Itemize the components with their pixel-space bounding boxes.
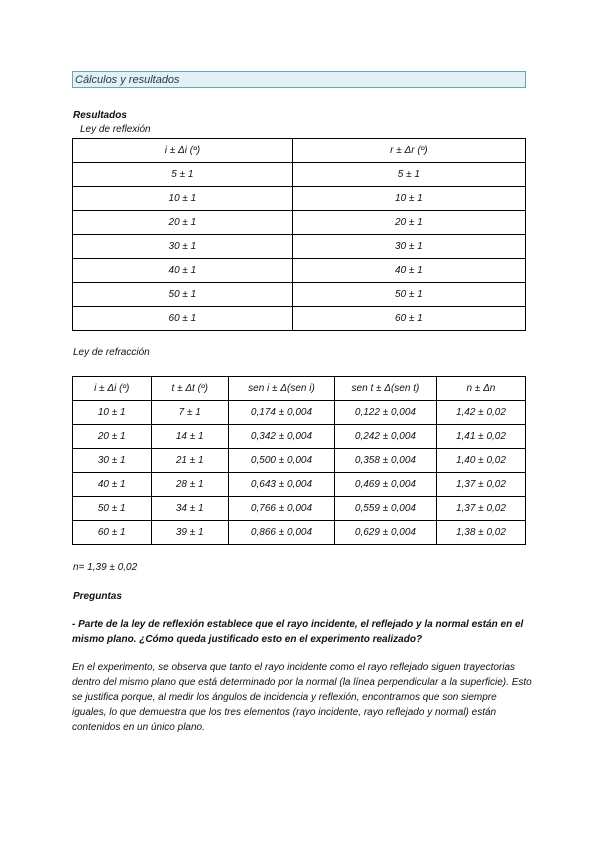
refraccion-caption: Ley de refracción	[73, 347, 150, 358]
resultados-heading: Resultados	[73, 110, 127, 121]
table-cell: 5 ± 1	[73, 163, 293, 187]
header-cell: sen t ± Δ(sen t)	[335, 377, 437, 401]
table-cell: 40 ± 1	[73, 473, 152, 497]
table-cell: 1,42 ± 0,02	[436, 401, 525, 425]
table-cell: 1,38 ± 0,02	[436, 521, 525, 545]
table-header-row	[73, 139, 526, 163]
table-header-row	[73, 377, 526, 401]
table-cell: 0,643 ± 0,004	[228, 473, 334, 497]
table-cell: 30 ± 1	[73, 449, 152, 473]
table-cell: 0,174 ± 0,004	[228, 401, 334, 425]
table-cell: 28 ± 1	[151, 473, 228, 497]
header-cell: t ± Δt (º)	[151, 377, 228, 401]
table-row	[73, 307, 526, 331]
table-cell: 0,122 ± 0,004	[335, 401, 437, 425]
header-cell: r ± Δr (º)	[292, 139, 525, 163]
table-cell: 1,37 ± 0,02	[436, 473, 525, 497]
table-cell: 34 ± 1	[151, 497, 228, 521]
table-cell: 40 ± 1	[292, 259, 525, 283]
table-cell: 10 ± 1	[292, 187, 525, 211]
table-cell: 5 ± 1	[292, 163, 525, 187]
refraccion-table	[72, 376, 526, 545]
header-cell: sen i ± Δ(sen i)	[228, 377, 334, 401]
table-cell: 30 ± 1	[73, 235, 293, 259]
table-cell: 14 ± 1	[151, 425, 228, 449]
table-cell: 0,500 ± 0,004	[228, 449, 334, 473]
header-cell: n ± Δn	[436, 377, 525, 401]
table-cell: 10 ± 1	[73, 401, 152, 425]
table-cell: 20 ± 1	[73, 425, 152, 449]
table-cell: 0,766 ± 0,004	[228, 497, 334, 521]
table-cell: 50 ± 1	[73, 283, 293, 307]
table-cell: 1,40 ± 0,02	[436, 449, 525, 473]
table-row	[73, 521, 526, 545]
table-row	[73, 425, 526, 449]
table-cell: 7 ± 1	[151, 401, 228, 425]
table-cell: 20 ± 1	[292, 211, 525, 235]
table-cell: 60 ± 1	[73, 521, 152, 545]
preguntas-heading: Preguntas	[73, 591, 122, 602]
table-cell: 60 ± 1	[292, 307, 525, 331]
table-row	[73, 235, 526, 259]
table-cell: 0,469 ± 0,004	[335, 473, 437, 497]
table-row	[73, 497, 526, 521]
table-row	[73, 473, 526, 497]
table-row	[73, 187, 526, 211]
table-cell: 0,342 ± 0,004	[228, 425, 334, 449]
table-cell: 10 ± 1	[73, 187, 293, 211]
header-cell: i ± Δi (º)	[73, 139, 293, 163]
answer-text: En el experimento, se observa que tanto el rayo incidente como el rayo reflejado siguen trayectorias dentro del mismo plano que está determinado por la normal (la línea perpendicular a la superficie). Esto se justifica porque, al medir los ángulos de incidencia y reflexión, encontramos que son siempre iguales, lo que demuestra que los tres elementos (rayo incidente, rayo reflejado y normal) están contenidos en un único plano.	[72, 662, 532, 733]
table-cell: 0,629 ± 0,004	[335, 521, 437, 545]
n-result: n= 1,39 ± 0,02	[73, 562, 138, 573]
table-cell: 50 ± 1	[292, 283, 525, 307]
table-row	[73, 401, 526, 425]
table-cell: 0,358 ± 0,004	[335, 449, 437, 473]
table-cell: 21 ± 1	[151, 449, 228, 473]
table-cell: 20 ± 1	[73, 211, 293, 235]
header-cell: i ± Δi (º)	[73, 377, 152, 401]
table-cell: 1,37 ± 0,02	[436, 497, 525, 521]
table-row	[73, 259, 526, 283]
reflexion-caption: Ley de reflexión	[80, 124, 151, 135]
table-cell: 0,242 ± 0,004	[335, 425, 437, 449]
table-cell: 40 ± 1	[73, 259, 293, 283]
table-row	[73, 283, 526, 307]
table-row	[73, 163, 526, 187]
table-row	[73, 211, 526, 235]
table-cell: 39 ± 1	[151, 521, 228, 545]
table-cell: 0,559 ± 0,004	[335, 497, 437, 521]
reflexion-table	[72, 138, 526, 331]
table-cell: 60 ± 1	[73, 307, 293, 331]
table-cell: 0,866 ± 0,004	[228, 521, 334, 545]
table-cell: 1,41 ± 0,02	[436, 425, 525, 449]
table-cell: 50 ± 1	[73, 497, 152, 521]
section-title: Cálculos y resultados	[72, 71, 526, 88]
table-row	[73, 449, 526, 473]
table-cell: 30 ± 1	[292, 235, 525, 259]
question-text: - Parte de la ley de reflexión establece que el rayo incidente, el reflejado y la normal están en el mismo plano. ¿Cómo queda justificado esto en el experimento realizado?	[72, 619, 524, 645]
